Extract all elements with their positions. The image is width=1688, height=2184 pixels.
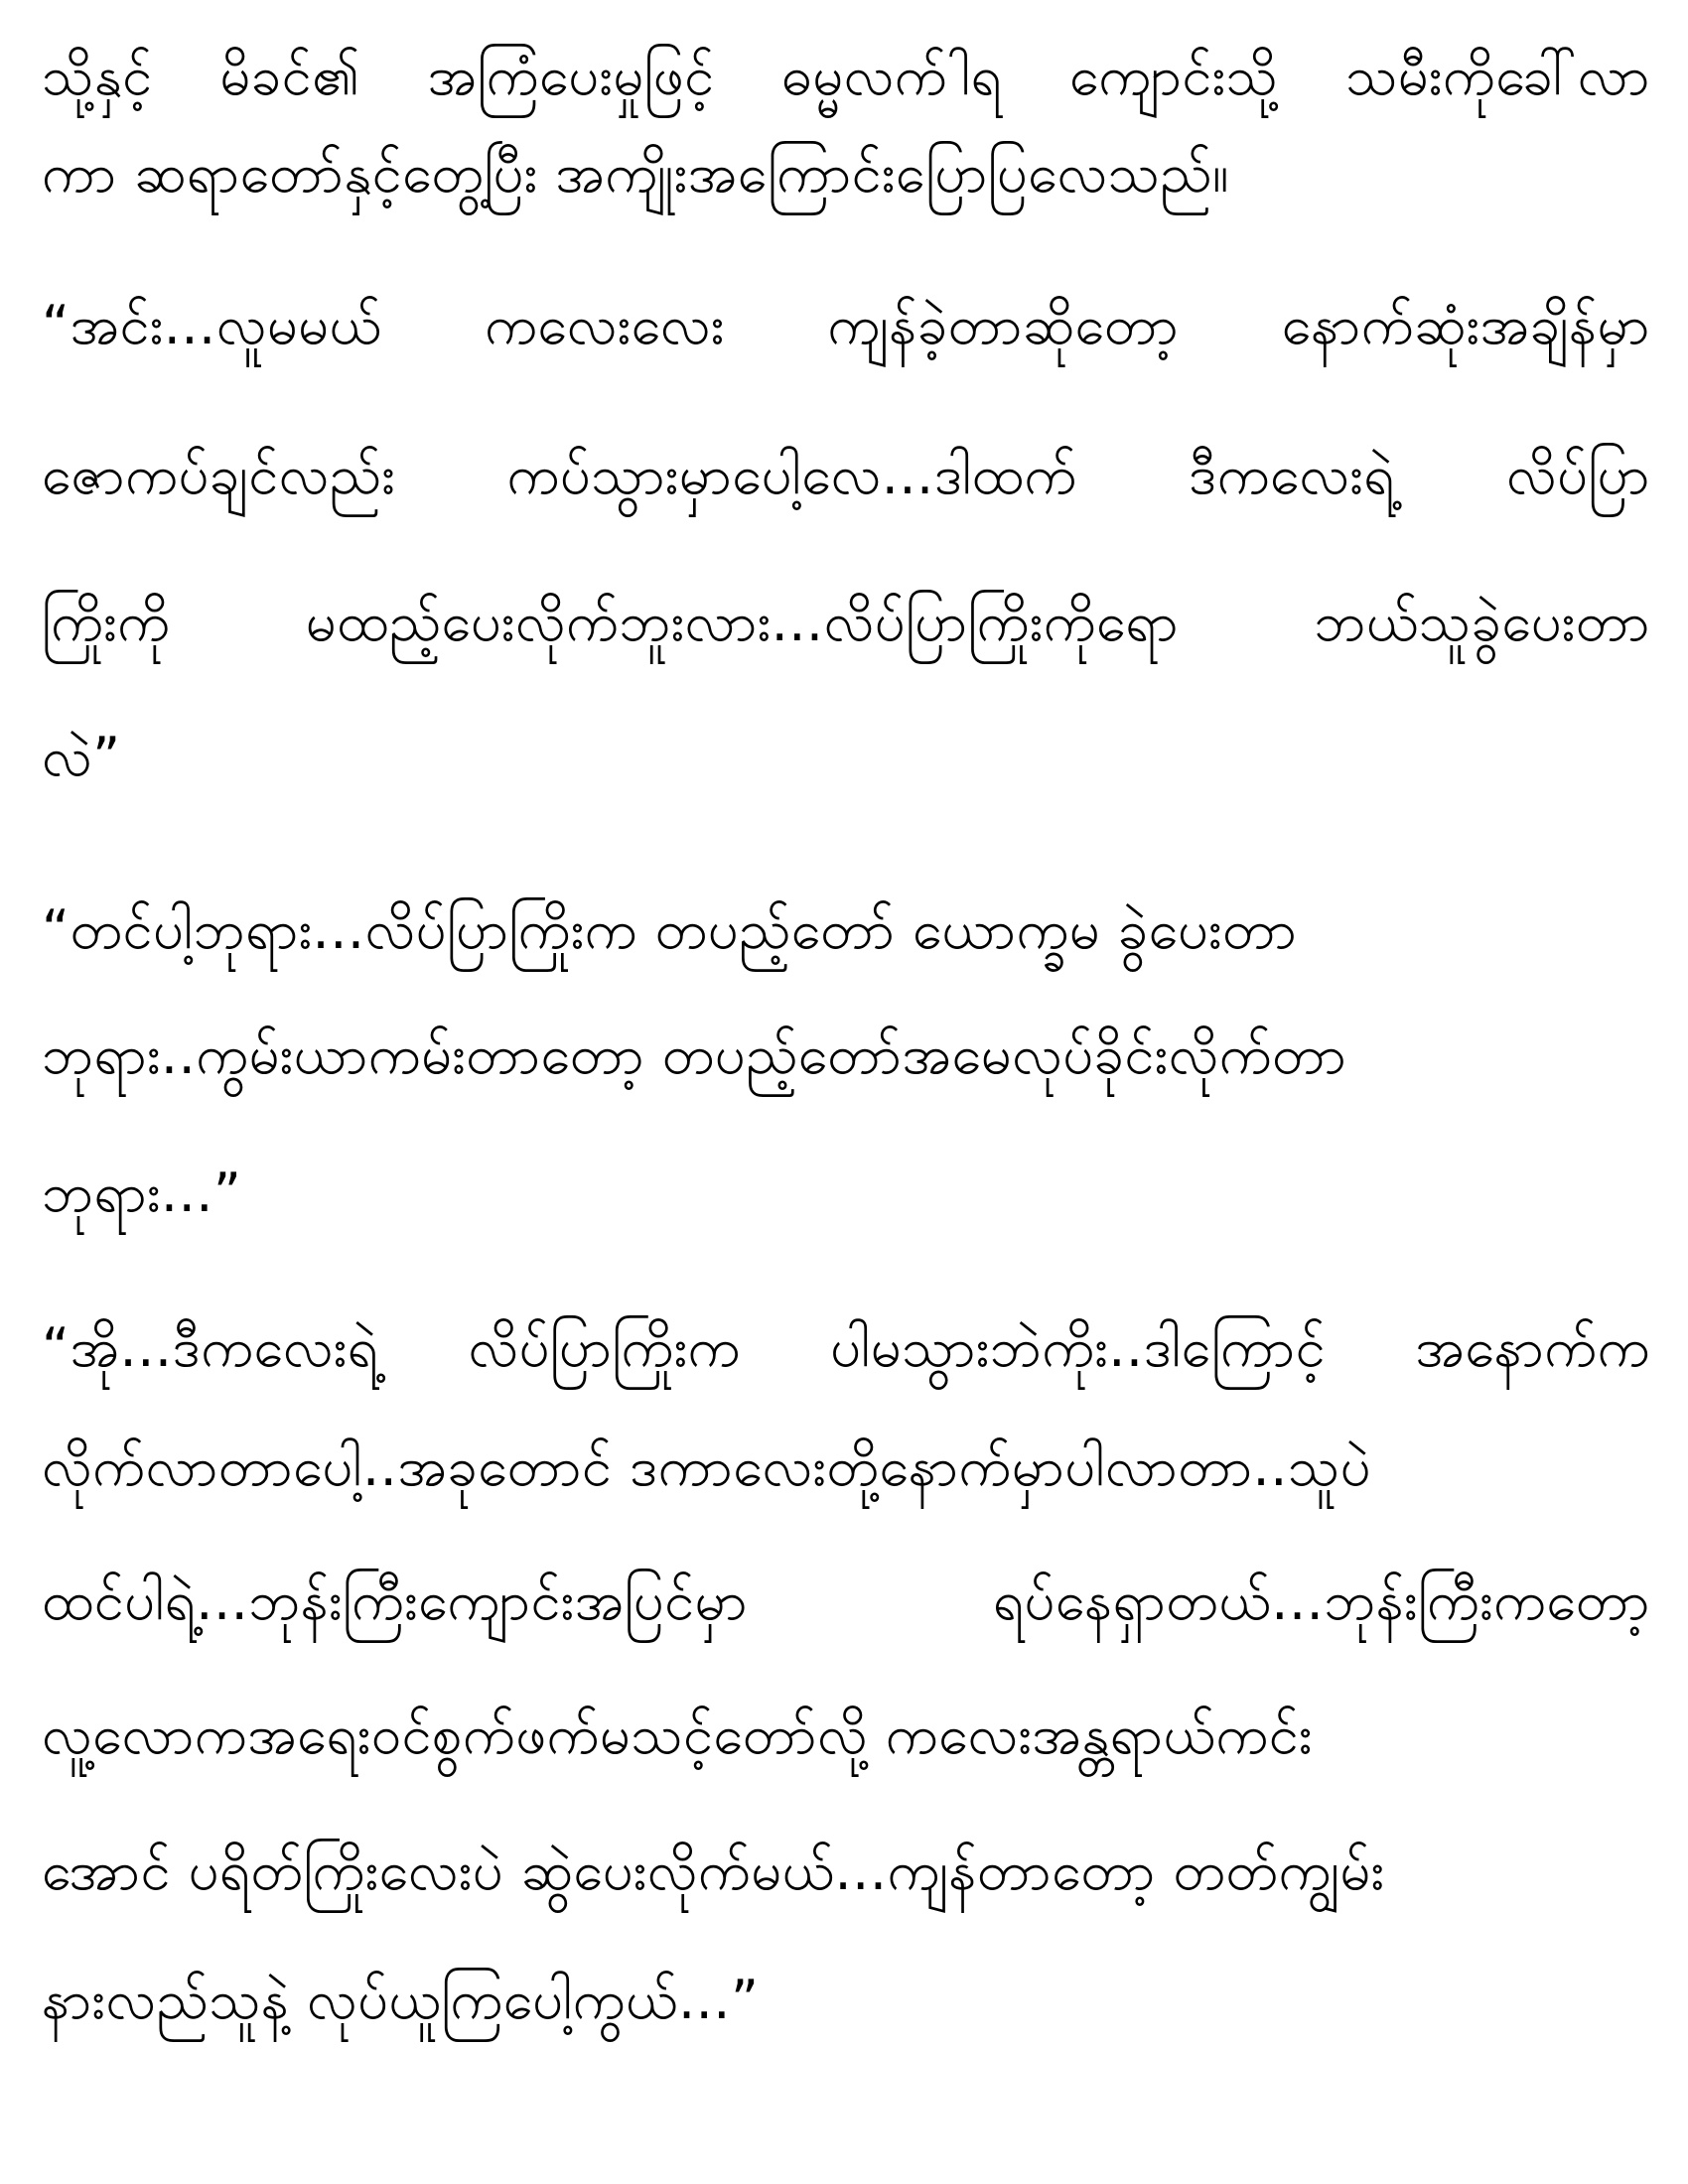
paragraph-3-line-3: ဘုရား...” [42, 1161, 242, 1224]
paragraph-4-line-3: ထင်ပါရဲ့...ဘုန်းကြီးကျောင်းအပြင်မှာ ရပ်နေရှာတယ်...ဘုန်းကြီးကတော့ [42, 1570, 1650, 1632]
paragraph-1-line-1: သို့နှင့် မိခင်၏ အကြံပေးမှုဖြင့် ဓမ္မလက်ါရ ကျောင်းသို့ သမီးကိုခေါ်လာ [42, 45, 1650, 107]
paragraph-2-line-2: ဇောကပ်ချင်လည်း ကပ်သွားမှာပေါ့လေ...ဒါထက် ဒီကလေးရဲ့ လိပ်ပြာ [42, 444, 1650, 506]
paragraph-4-line-6: နားလည်သူနဲ့ လုပ်ယူကြပေါ့ကွယ်...” [42, 1969, 760, 2031]
paragraph-2-line-1: “အင်း...လူမမယ် ကလေးလေး ကျန်ခဲ့တာဆိုတော့ နောက်ဆုံးအချိန်မှာ [42, 294, 1650, 356]
paragraph-4-line-1: “အို...ဒီကလေးရဲ့ လိပ်ပြာကြိုးက ပါမသွားဘဲကိုး..ဒါကြောင့် အနောက်က [42, 1316, 1650, 1379]
paragraph-2-line-4: လဲ” [42, 726, 121, 788]
paragraph-3-line-1: “တင်ပါ့ဘုရား...လိပ်ပြာကြိုးက တပည့်တော် ယောက္ခမ ခွဲပေးတာ [42, 898, 1298, 961]
paragraph-4-line-5: အောင် ပရိတ်ကြိုးလေးပဲ ဆွဲပေးလိုက်မယ်...ကျန်တာတော့ တတ်ကျွမ်း [42, 1840, 1385, 1902]
paragraph-2-line-3: ကြိုးကို မထည့်ပေးလိုက်ဘူးလား...လိပ်ပြာကြိုးကိုရော ဘယ်သူခွဲပေးတာ [42, 591, 1650, 653]
paragraph-1-line-2: ကာ ဆရာတော်နှင့်တွေ့ပြီး အကျိုးအကြောင်းပြောပြလေသည်။ [42, 142, 1229, 205]
paragraph-4-line-4: လူ့လောကအရေးဝင်စွက်ဖက်မသင့်တော်လို့ ကလေးအန္တရာယ်ကင်း [42, 1704, 1313, 1766]
paragraph-3-line-2: ဘုရား..ကွမ်းယာကမ်းတာတော့ တပည့်တော်အမေလုပ်ခိုင်းလိုက်တာ [42, 1024, 1347, 1086]
paragraph-4-line-2: လိုက်လာတာပေါ့..အခုတောင် ဒကာလေးတို့နောက်မှာပါလာတာ..သူပဲ [42, 1435, 1371, 1498]
